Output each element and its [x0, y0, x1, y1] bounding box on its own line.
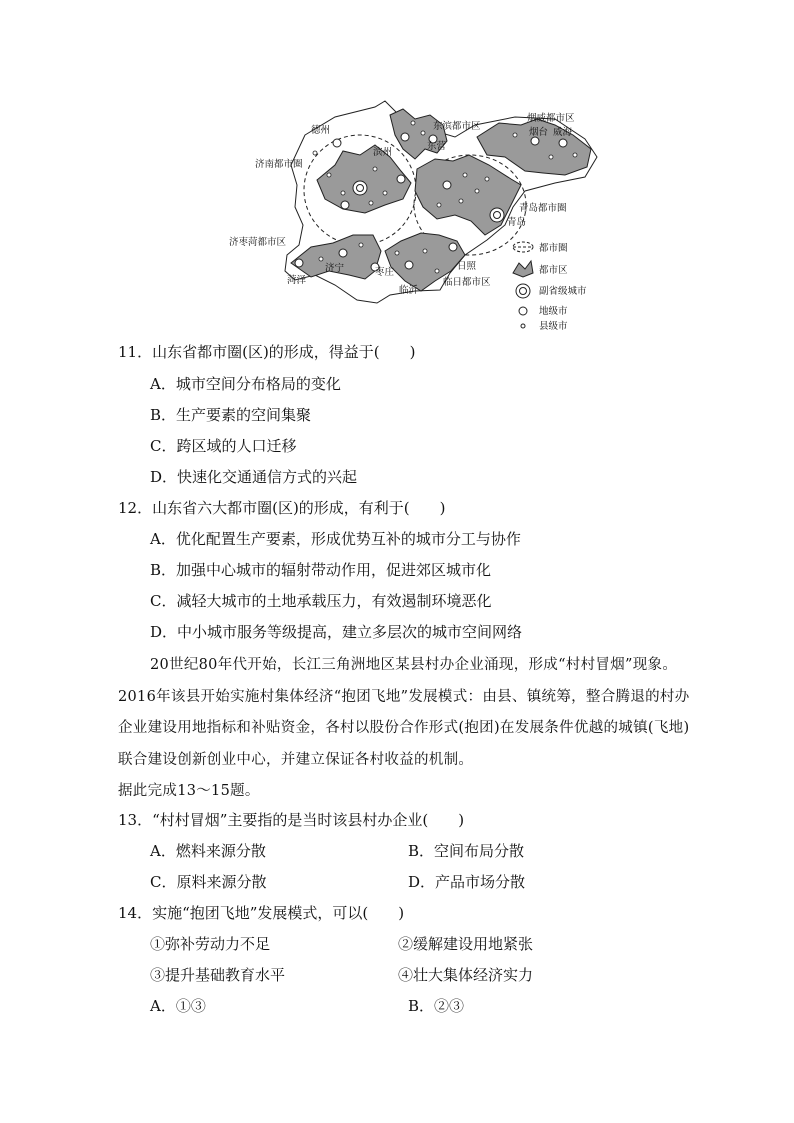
map-svg — [225, 95, 605, 335]
legend-district-icon — [513, 261, 533, 277]
q12-option-b: B．加强中心城市的辐射带动作用，促进郊区城市化 — [150, 561, 492, 579]
q12-option-c: C．减轻大城市的土地承载压力，有效遏制环境恶化 — [150, 592, 492, 610]
label-dezhou: 德州 — [311, 125, 331, 136]
q13-stem: 13．“村村冒烟”主要指的是当时该县村办企业( ) — [118, 811, 465, 829]
q11-option-a: A．城市空间分布格局的变化 — [150, 375, 341, 393]
yantai-city — [531, 137, 539, 145]
passage — [118, 650, 693, 808]
q12-option-d: D．中小城市服务等级提高，建立多层次的城市空间网络 — [150, 623, 523, 641]
legend-circle-label: 都市圈 — [539, 243, 568, 254]
label-heze: 菏泽 — [287, 275, 307, 286]
q14-stem: 14．实施“抱团飞地”发展模式，可以( ) — [118, 904, 405, 922]
binzhou-city — [401, 133, 409, 141]
taian-city — [341, 201, 349, 209]
label-jizaohe: 济枣菏都市区 — [229, 237, 287, 248]
q14-item-2: ②缓解建设用地紧张 — [398, 935, 534, 953]
label-linri: 临日都市区 — [443, 277, 491, 288]
q13-option-a: A．燃料来源分散 — [150, 842, 266, 860]
q14-option-a: A．①③ — [150, 997, 206, 1015]
label-linyi: 临沂 — [399, 285, 419, 296]
qingdao-city-inner — [494, 212, 501, 219]
q13-option-c: C．原料来源分散 — [150, 873, 267, 891]
q11-stem: 11．山东省都市圈(区)的形成，得益于( ) — [118, 343, 416, 361]
q14-item-4: ④壮大集体经济实力 — [398, 966, 534, 984]
legend-subprov-label: 副省级城市 — [539, 286, 587, 297]
label-zaozhuang: 枣庄 — [375, 267, 395, 278]
rizhao-city — [449, 243, 457, 251]
heze-city — [295, 259, 303, 267]
label-jining: 济宁 — [325, 263, 345, 274]
q11-option-b: B．生产要素的空间集聚 — [150, 406, 312, 424]
dezhou-city — [333, 139, 341, 147]
zibo-city — [397, 175, 405, 183]
q14-item-3: ③提升基础教育水平 — [150, 966, 286, 984]
legend-prefecture-icon — [519, 307, 527, 315]
label-dongying: 东营 — [427, 141, 447, 152]
q14-option-b: B．②③ — [408, 997, 465, 1015]
jinan-city-inner — [357, 185, 364, 192]
label-qingdao: 青岛 — [507, 217, 527, 228]
weifang-city — [443, 181, 451, 189]
q14-item-1: ①弥补劳动力不足 — [150, 935, 271, 953]
map-legend — [513, 242, 587, 332]
label-rizhao: 日照 — [457, 261, 477, 272]
q12-stem: 12．山东省六大都市圈(区)的形成，有利于( ) — [118, 499, 446, 517]
passage-paragraph: 20世纪80年代开始，长江三角洲地区某县村办企业涌现，形成“村村冒烟”现象。2016年该县开始实施村集体经济“抱团飞地”发展模式：由县、镇统筹，整合腾退的村办企业建设用地指标和补贴资金，各村以股份合作形式(抱团)在发展条件优越的城镇(飞地)联合建设创新创业中心，并建立保证各村收益的机制。 — [118, 657, 690, 768]
jining-city — [339, 249, 347, 257]
label-qingdao-circle: 青岛都市圈 — [519, 203, 567, 214]
label-weihai: 威海 — [553, 127, 573, 138]
label-binzhou: 滨州 — [373, 147, 393, 158]
label-jinan-circle: 济南都市圈 — [255, 159, 303, 170]
legend-county-label: 县级市 — [539, 321, 568, 332]
shandong-metro-map — [225, 95, 605, 335]
q11-option-c: C．跨区域的人口迁移 — [150, 437, 297, 455]
legend-prefecture-label: 地级市 — [539, 306, 568, 317]
q11-option-d: D．快速化交通通信方式的兴起 — [150, 468, 358, 486]
weihai-city — [559, 139, 567, 147]
q13-option-b: B．空间布局分散 — [408, 842, 525, 860]
passage-instruction: 据此完成13～15题。 — [118, 783, 260, 799]
label-yanwei: 烟威都市区 — [527, 113, 575, 124]
legend-district-label: 都市区 — [539, 265, 568, 276]
q13-option-d: D．产品市场分散 — [408, 873, 526, 891]
q12-option-a: A．优化配置生产要素，形成优势互补的城市分工与协作 — [150, 530, 521, 548]
legend-county-icon — [521, 324, 525, 328]
linyi-city — [405, 261, 413, 269]
label-yantai: 烟台 — [529, 127, 549, 138]
label-dongbin: 东滨都市区 — [433, 121, 481, 132]
